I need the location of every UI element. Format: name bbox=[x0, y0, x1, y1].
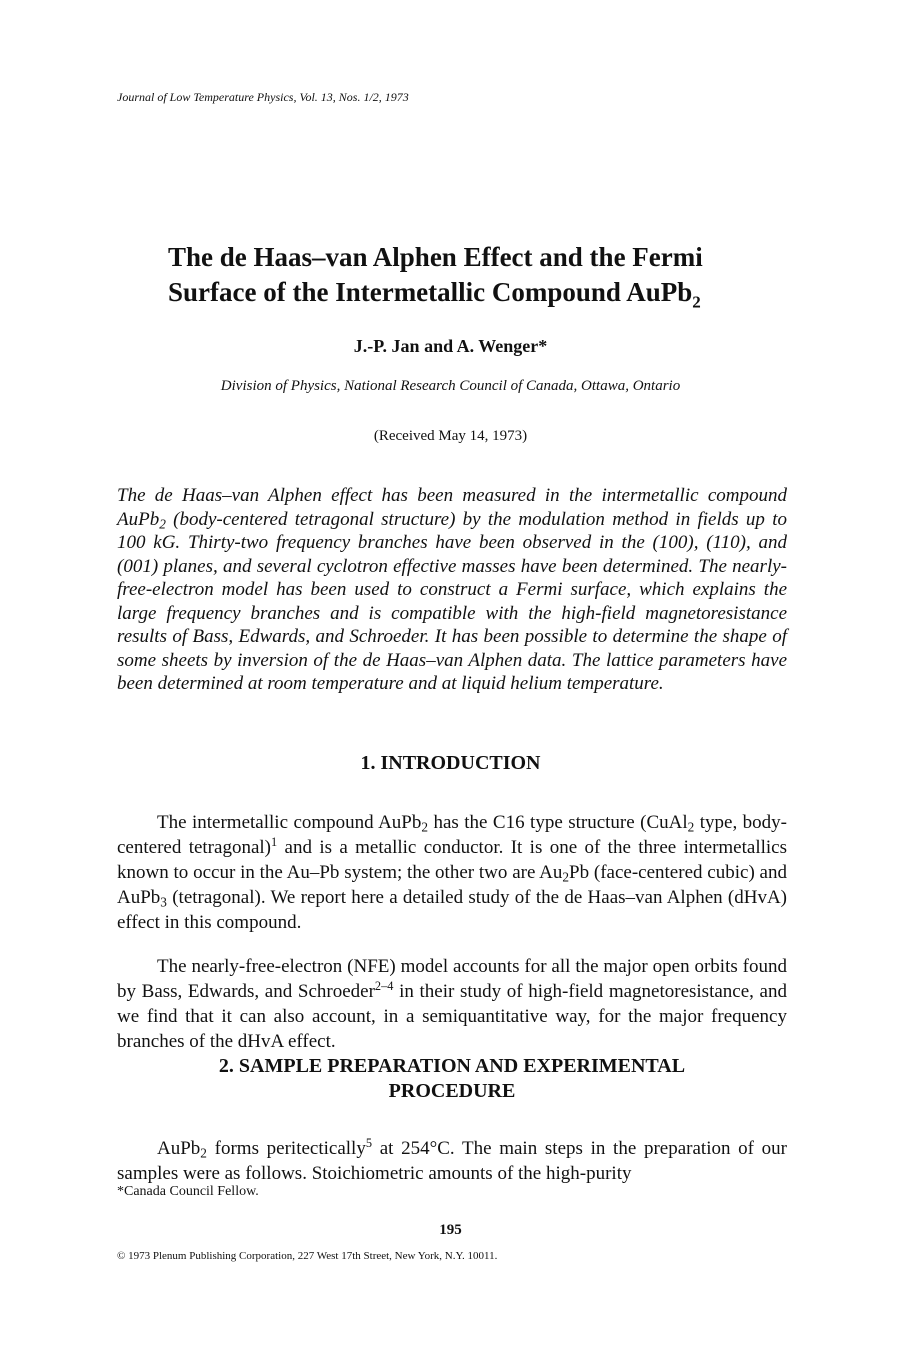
text-run: Pb (face-centered cubic) and AuPb bbox=[117, 862, 787, 908]
abstract-subscript: 2 bbox=[159, 515, 166, 531]
journal-header: Journal of Low Temperature Physics, Vol. 13, Nos. 1/2, 1973 bbox=[117, 90, 409, 104]
text-run: (tetragonal). We report here a detailed study of the de Haas–van Alphen (dHvA) effect in this compound. bbox=[117, 887, 787, 933]
text-run: AuPb bbox=[157, 1138, 201, 1159]
intro-paragraph-2 bbox=[117, 954, 787, 1054]
subscript: 2 bbox=[562, 869, 570, 885]
abstract-text-1: The de Haas–van Alphen effect has been measured in the intermetallic compound AuPb bbox=[117, 485, 787, 530]
received-date: (Received May 14, 1973) bbox=[373, 428, 528, 444]
reference-superscript: 5 bbox=[365, 1136, 373, 1151]
abstract bbox=[117, 484, 787, 696]
intro-paragraph-1 bbox=[117, 810, 787, 935]
footnote: *Canada Council Fellow. bbox=[117, 1184, 259, 1199]
section-1-heading: 1. INTRODUCTION bbox=[360, 752, 541, 774]
text-run: The nearly-free-electron (NFE) model accounts for all the major open orbits found by Bass, Edwards, and Schroeder bbox=[117, 956, 787, 1002]
text-run: The intermetallic compound AuPb bbox=[157, 812, 422, 833]
section-2-heading-line-2: PROCEDURE bbox=[388, 1080, 516, 1102]
title-line-2 bbox=[168, 275, 768, 310]
subscript: 2 bbox=[421, 819, 429, 835]
reference-superscript: 2–4 bbox=[374, 979, 394, 994]
section-2-heading-line-1: 2. SAMPLE PREPARATION AND EXPERIMENTAL bbox=[218, 1055, 686, 1077]
text-run: has the C16 type structure (CuAl bbox=[428, 812, 688, 833]
abstract-text-2: (body-centered tetragonal structure) by the modulation method in fields up to 100 kG. Thirty-two frequency branches have been observed in the (100), (110), and (001) planes, and several cyclotron effective masses have been determined. The nearly-free-electron model has been used to construct a Fermi surface, which explains the large frequency branches and is compatible with the high-field magnetoresistance results of Bass, Edwards, and Schroeder. It has been possible to determine the shape of some sheets by inversion of the de Haas–van Alphen data. The lattice parameters have been determined at room temperature and at liquid helium temperature. bbox=[117, 508, 787, 694]
subscript: 3 bbox=[160, 894, 167, 910]
sample-paragraph-1 bbox=[117, 1136, 787, 1186]
section-1-body bbox=[117, 791, 787, 1073]
title-subscript: 2 bbox=[692, 292, 701, 312]
page-number: 195 bbox=[439, 1222, 462, 1238]
text-run: type, body-centered tetragonal) bbox=[117, 812, 787, 858]
subscript: 2 bbox=[687, 819, 695, 835]
paper-title bbox=[168, 240, 768, 310]
title-line-1: The de Haas–van Alphen Effect and the Fermi bbox=[168, 242, 703, 272]
affiliation: Division of Physics, National Research Council of Canada, Ottawa, Ontario bbox=[220, 378, 681, 394]
section-2-heading bbox=[117, 1054, 787, 1104]
text-run: in their study of high-field magnetoresistance, and we find that it can also account, in a semiquantitative way, for the major frequency branches of the dHvA effect. bbox=[117, 981, 787, 1052]
text-run: forms peritectically bbox=[206, 1138, 366, 1159]
text-run: and is a metallic conductor. It is one of the three intermetallics known to occur in the Au–Pb system; the other two are Au bbox=[117, 837, 787, 883]
text-run: at 254°C. The main steps in the preparation of our samples were as follows. Stoichiometric amounts of the high-purity bbox=[117, 1138, 788, 1184]
reference-superscript: 1 bbox=[271, 835, 278, 850]
copyright-notice: © 1973 Plenum Publishing Corporation, 227 West 17th Street, New York, N.Y. 10011. bbox=[117, 1250, 498, 1262]
subscript: 2 bbox=[200, 1145, 207, 1161]
title-line-2-text: Surface of the Intermetallic Compound AuPb bbox=[168, 277, 693, 307]
authors: J.-P. Jan and A. Wenger* bbox=[353, 336, 548, 356]
